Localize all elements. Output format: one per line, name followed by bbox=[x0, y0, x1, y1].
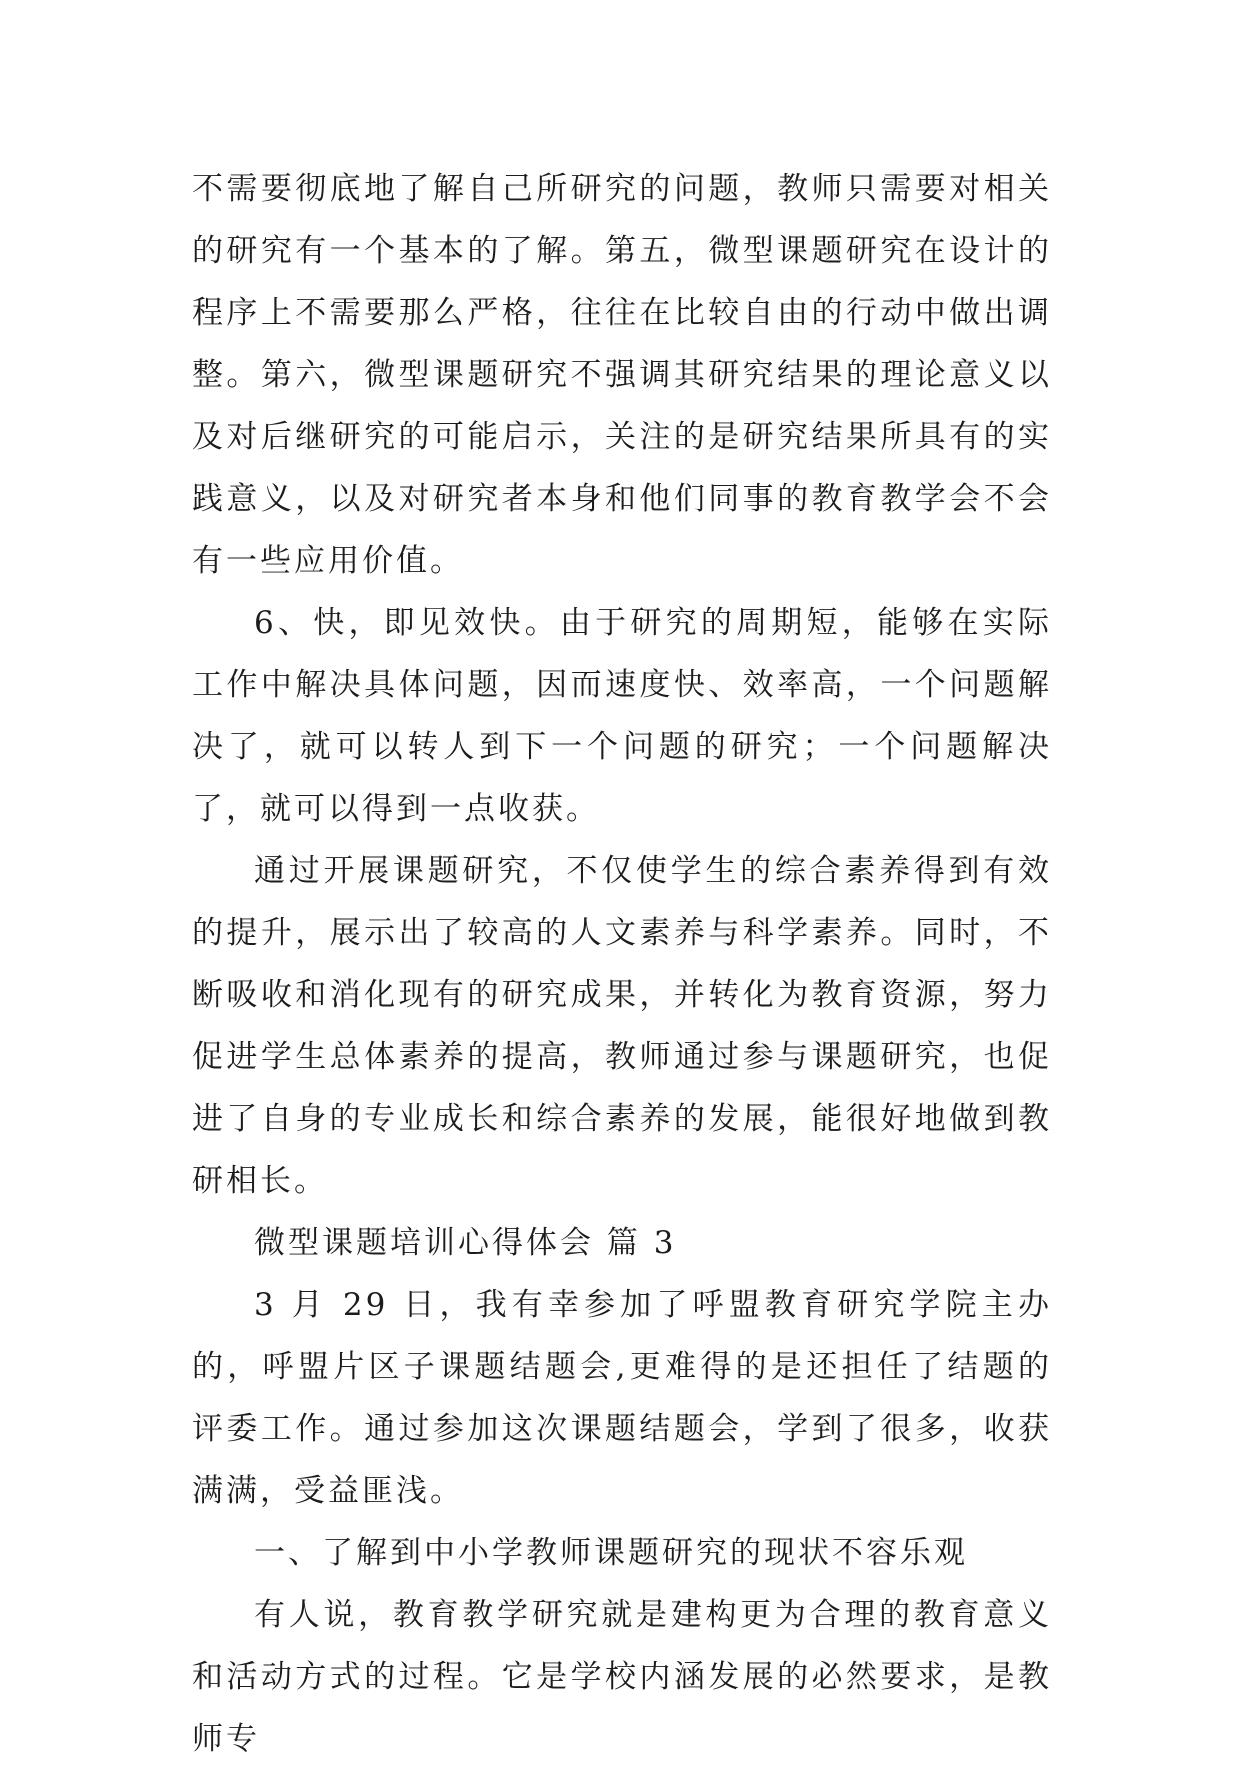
body-paragraph: 6、快，即见效快。由于研究的周期短，能够在实际工作中解决具体问题，因而速度快、效率高，一个问题解决了，就可以转人到下一个问题的研究；一个问题解决了，就可以得到一点收获。 bbox=[192, 605, 1052, 827]
body-paragraph: 不需要彻底地了解自己所研究的问题，教师只需要对相关的研究有一个基本的了解。第五，微型课题研究在设计的程序上不需要那么严格，往往在比较自由的行动中做出调整。第六，微型课题研究不强调其研究结果的理论意义以及对后继研究的可能启示，关注的是研究结果所具有的实践意义，以及对研究者本身和他们同事的教育教学会不会有一些应用价值。 bbox=[192, 171, 1052, 579]
subsection-heading: 一、了解到中小学教师课题研究的现状不容乐观 bbox=[254, 1535, 968, 1571]
section-title: 微型课题培训心得体会 篇 3 bbox=[254, 1225, 677, 1261]
body-paragraph: 通过开展课题研究，不仅使学生的综合素养得到有效的提升，展示出了较高的人文素养与科学素养。同时，不断吸收和消化现有的研究成果，并转化为教育资源，努力促进学生总体素养的提高，教师通过参与课题研究，也促进了自身的专业成长和综合素养的发展，能很好地做到教研相长。 bbox=[192, 853, 1052, 1199]
document-body bbox=[192, 158, 1052, 1770]
body-paragraph: 有人说，教育教学研究就是建构更为合理的教育意义和活动方式的过程。它是学校内涵发展的必然要求，是教师专 bbox=[192, 1597, 1052, 1757]
body-paragraph: 3 月 29 日，我有幸参加了呼盟教育研究学院主办的，呼盟片区子课题结题会,更难得的是还担任了结题的评委工作。通过参加这次课题结题会，学到了很多，收获满满，受益匪浅。 bbox=[192, 1287, 1052, 1509]
